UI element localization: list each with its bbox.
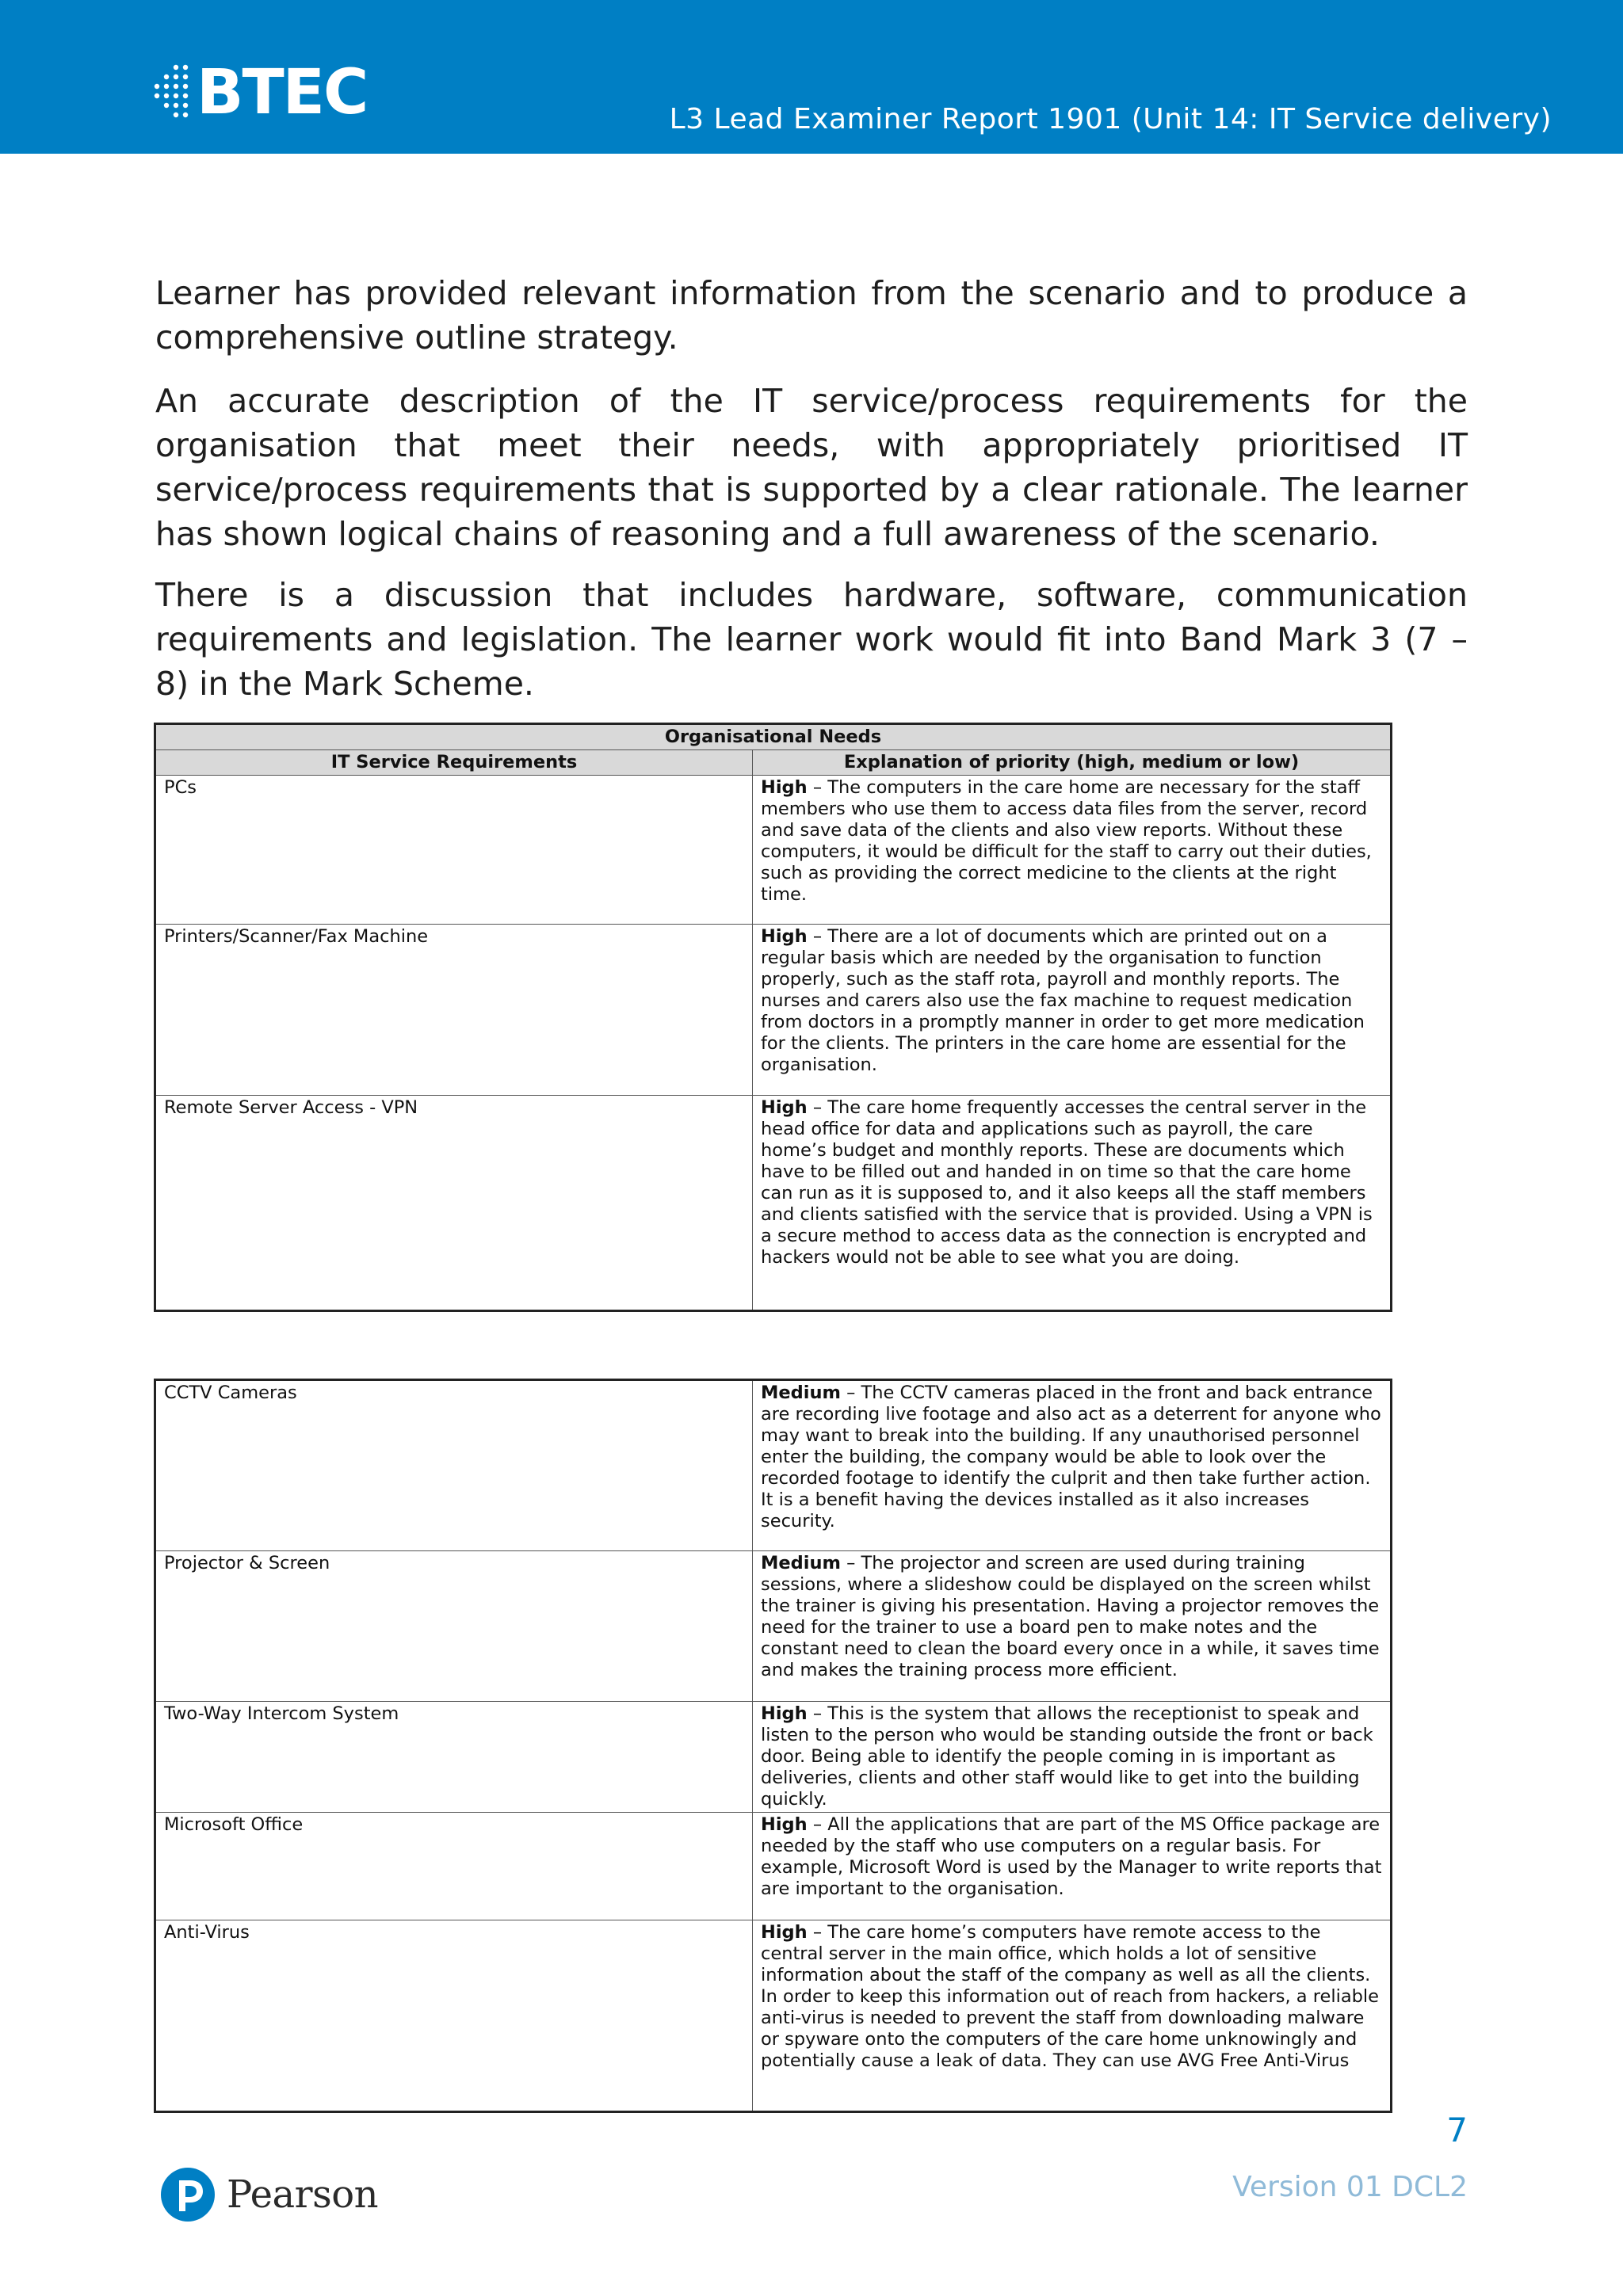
priority-explanation: – The CCTV cameras placed in the front and back entrance are recording live footage and also act as a deterrent for anyone who may want to break into the building. If any unauthorised personnel enter the building, the company would be able to look over the recorded footage to identify the culprit and then take further action. It is a benefit having the devices installed as it also increases security. (761, 1383, 1381, 1531)
requirement-cell: Printers/Scanner/Fax Machine (155, 925, 753, 1096)
priority-cell (753, 1096, 1392, 1311)
report-title: L3 Lead Examiner Report 1901 (Unit 14: IT Service delivery) (669, 103, 1552, 135)
paragraph-2: An accurate description of the IT service/process requirements for the organisation that meet their needs, with appropriately prioritised IT service/process requirements that is supported by a clear rationale. The learner has shown logical chains of reasoning and a full awareness of the scenario. (155, 382, 1468, 553)
priority-explanation: – There are a lot of documents which are printed out on a regular basis which are needed by the organisation to function properly, such as the staff rota, payroll and monthly reports. The nurses and carers also use the fax machine to request medication from doctors in a promptly manner in order to get more medication for the clients. The printers in the care home are essential for the organisation. (761, 926, 1365, 1075)
priority-level: High (761, 777, 808, 798)
priority-level: High (761, 1097, 808, 1118)
header-band (0, 0, 1623, 154)
paragraph-3: There is a discussion that includes hardware, software, communication requirements and legislation. The learner work would fit into Band Mark 3 (7 – 8) in the Mark Scheme. (155, 576, 1468, 703)
table-title: Organisational Needs (155, 724, 1392, 750)
priority-level: High (761, 1814, 808, 1835)
priority-level: Medium (761, 1553, 841, 1573)
priority-cell (753, 776, 1392, 925)
requirement-cell: CCTV Cameras (155, 1380, 753, 1551)
priority-level: High (761, 1703, 808, 1724)
table-row (155, 925, 1392, 1096)
priority-cell (753, 1813, 1392, 1920)
table-row (155, 1702, 1392, 1813)
pearson-logo (160, 2167, 378, 2222)
requirement-cell: Anti-Virus (155, 1920, 753, 2112)
btec-dots-icon (152, 63, 193, 123)
table-row (155, 1813, 1392, 1920)
priority-cell (753, 1380, 1392, 1551)
column-header-priority: Explanation of priority (high, medium or low) (753, 750, 1392, 776)
requirement-cell: Projector & Screen (155, 1551, 753, 1702)
priority-cell (753, 1551, 1392, 1702)
priority-cell (753, 1702, 1392, 1813)
column-header-requirements: IT Service Requirements (155, 750, 753, 776)
priority-explanation: – All the applications that are part of the MS Office package are needed by the staff who use computers on a regular basis. For example, Microsoft Word is used by the Manager to write reports that are important to the organisation. (761, 1814, 1382, 1899)
pearson-wordmark: Pearson (227, 2172, 379, 2217)
organisational-needs-table (154, 723, 1392, 1312)
version-label: Version 01 DCL2 (1232, 2171, 1468, 2203)
priority-level: High (761, 1922, 808, 1943)
btec-logo-text: BTEC (197, 57, 368, 128)
priority-level: Medium (761, 1383, 841, 1403)
table-row (155, 1096, 1392, 1311)
table-row (155, 776, 1392, 925)
requirement-cell: Remote Server Access - VPN (155, 1096, 753, 1311)
requirement-cell: PCs (155, 776, 753, 925)
priority-explanation: – The care home frequently accesses the central server in the head office for data and applications such as payroll, the care home’s budget and monthly reports. These are documents which have to be filled out and handed in on time so that the care home can run as it is supposed to, and it also keeps all the staff members and clients satisfied with the service that is provided. Using a VPN is a secure method to access data as the connection is encrypted and hackers would not be able to see what you are doing. (761, 1097, 1373, 1268)
priority-explanation: – The projector and screen are used during training sessions, where a slideshow could be displayed on the screen whilst the trainer is giving his presentation. Having a projector removes the need for the trainer to use a board pen to make notes and the constant need to clean the board every once in a while, it saves time and makes the training process more efficient. (761, 1553, 1380, 1680)
table-row (155, 1380, 1392, 1551)
requirement-cell: Microsoft Office (155, 1813, 753, 1920)
page-number: 7 (1446, 2111, 1468, 2149)
priority-cell (753, 925, 1392, 1096)
table-row (155, 1920, 1392, 2112)
priority-explanation: – The care home’s computers have remote access to the central server in the main office, which holds a lot of sensitive information about the staff of the company as well as all the clients. In order to keep this information out of reach from hackers, a reliable anti-virus is needed to prevent the staff from downloading malware or spyware onto the computers of the care home unknowingly and potentially cause a leak of data. They can use AVG Free Anti-Virus (761, 1922, 1379, 2071)
priority-cell (753, 1920, 1392, 2112)
priority-level: High (761, 926, 808, 947)
pearson-p-icon (160, 2167, 216, 2222)
paragraph-1: Learner has provided relevant information from the scenario and to produce a comprehensive outline strategy. (155, 274, 1468, 357)
priority-explanation: – This is the system that allows the receptionist to speak and listen to the person who would be standing outside the front or back door. Being able to identify the people coming in is important as deliveries, clients and other staff would like to get into the building quickly. (761, 1703, 1373, 1810)
organisational-needs-table-continued (154, 1379, 1392, 2113)
table-row (155, 1551, 1392, 1702)
btec-logo (152, 57, 367, 128)
priority-explanation: – The computers in the care home are necessary for the staff members who use them to access data files from the server, record and save data of the clients and also view reports. Without these computers, it would be difficult for the staff to carry out their duties, such as providing the correct medicine to the clients at the right time. (761, 777, 1372, 905)
requirement-cell: Two-Way Intercom System (155, 1702, 753, 1813)
